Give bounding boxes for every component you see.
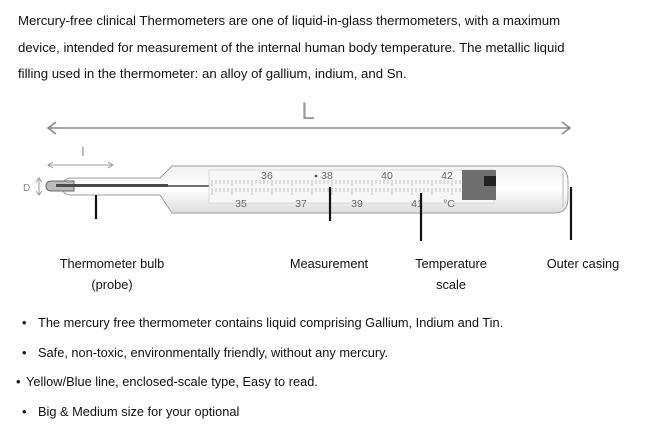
feature-text: The mercury free thermometer contains liquid comprising Gallium, Indium and Tin. xyxy=(38,315,503,330)
feature-item xyxy=(22,401,503,430)
bulb-label xyxy=(38,253,186,295)
scale-number-top: 42 xyxy=(441,170,453,182)
feature-text: Big & Medium size for your optional xyxy=(38,404,239,419)
bulb-length-dimension-arrow xyxy=(48,162,113,168)
diameter-dimension-label: D xyxy=(23,183,30,194)
scale-number-bottom: 39 xyxy=(351,198,363,210)
feature-text: Safe, non-toxic, environmentally friendly, without any mercury. xyxy=(38,345,388,360)
diameter-dimension-arrow xyxy=(36,178,42,195)
outer-casing-label: Outer casing xyxy=(528,253,638,274)
feature-text: Yellow/Blue line, enclosed-scale type, Easy to read. xyxy=(26,374,318,389)
intro-line-3: filling used in the thermometer: an alloy of gallium, indium, and Sn. xyxy=(18,61,638,88)
bullet-dot: • xyxy=(22,401,38,423)
scale-number-bottom: 41 xyxy=(411,198,423,210)
bulb-length-dimension-label: l xyxy=(82,144,85,159)
scale-number-top: 40 xyxy=(381,170,393,182)
bulb-label-line-1: Thermometer bulb xyxy=(38,253,186,274)
scale-number-bottom: 37 xyxy=(295,198,307,210)
probe-capillary xyxy=(56,184,168,187)
feature-item xyxy=(22,342,503,372)
bullet-dot: • xyxy=(22,342,38,364)
thermometer-diagram xyxy=(0,92,650,297)
temperature-scale-label xyxy=(396,253,506,295)
bullet-dot: • xyxy=(16,371,26,393)
length-dimension-label: L xyxy=(301,98,314,125)
scale-end-dark xyxy=(484,176,496,186)
scale-unit: °C xyxy=(443,198,455,210)
scale-label-line-2: scale xyxy=(396,274,506,295)
feature-item xyxy=(22,312,503,342)
bulb-label-line-2: (probe) xyxy=(38,274,186,295)
feature-item xyxy=(16,371,503,401)
measurement-label: Measurement xyxy=(268,253,390,274)
intro-line-2: device, intended for measurement of the internal human body temperature. The metallic liquid xyxy=(18,35,638,62)
bullet-dot: • xyxy=(22,312,38,334)
thermometer xyxy=(46,166,568,213)
intro-paragraph xyxy=(18,8,638,88)
scale-number-top: 38 xyxy=(321,170,333,182)
scale-label-line-1: Temperature xyxy=(396,253,506,274)
scale-number-bottom: 35 xyxy=(235,198,247,210)
feature-list xyxy=(22,312,503,430)
intro-line-1: Mercury-free clinical Thermometers are one of liquid-in-glass thermometers, with a maximum xyxy=(18,8,638,35)
normal-temperature-mark xyxy=(315,175,318,178)
scale-number-top: 36 xyxy=(261,170,273,182)
